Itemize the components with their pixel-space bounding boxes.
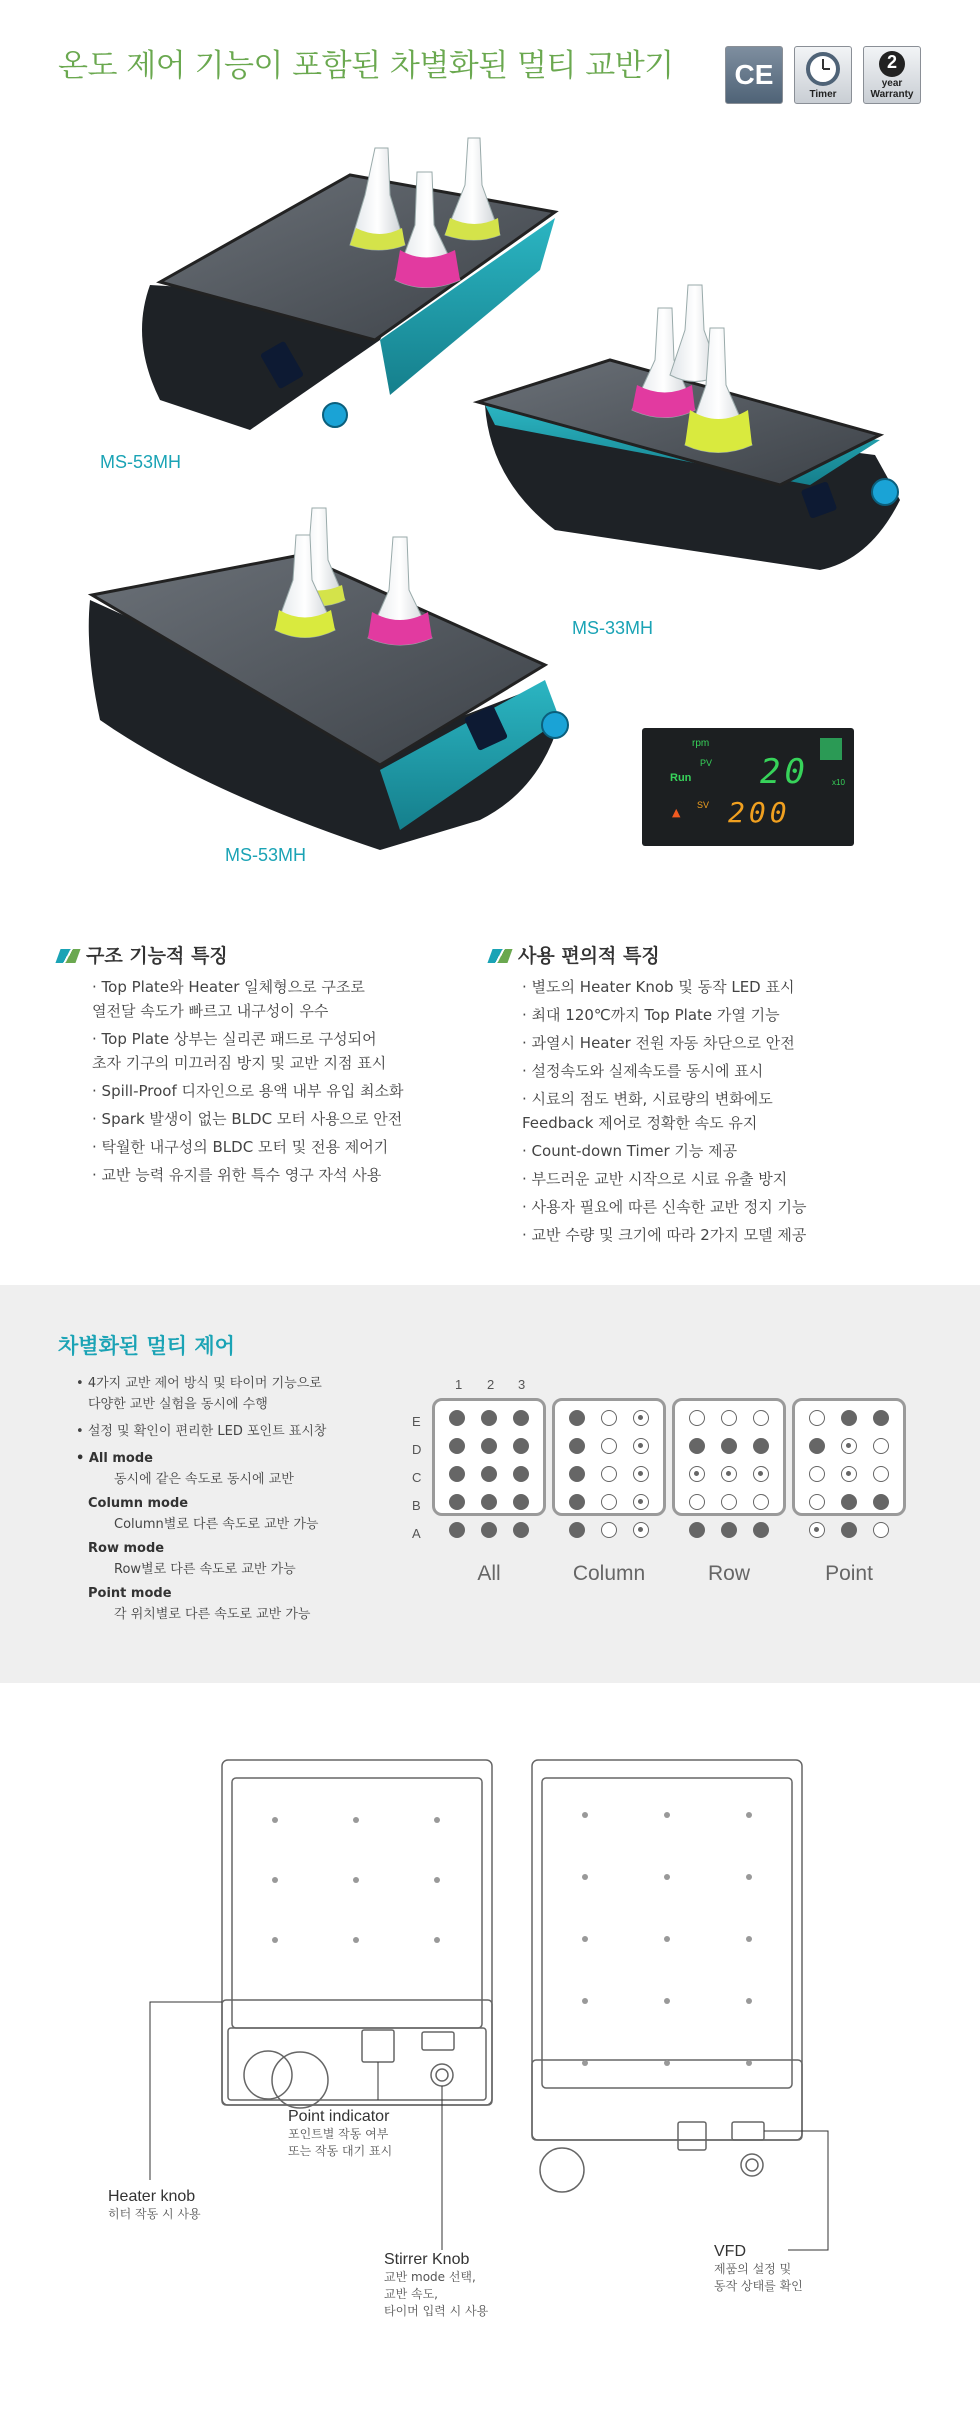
stir-point-led [753,1494,769,1510]
heater-knob-callout: Heater knob 히터 작동 시 사용 [108,2188,201,2221]
stir-point-led [569,1494,585,1510]
stir-point-led [569,1466,585,1482]
stir-point-led [689,1494,705,1510]
stir-point-led [449,1522,465,1538]
stir-point-led [481,1410,497,1426]
mode-desc: Column별로 다른 속도로 교반 가능 [114,1517,319,1532]
list-item: · 별도의 Heater Knob 및 동작 LED 표시 [522,975,942,999]
stir-point-led [601,1466,617,1482]
stir-point-led [841,1410,857,1426]
mode-grid-all [432,1398,546,1516]
page-title: 온도 제어 기능이 포함된 차별화된 멀티 교반기 [58,48,674,84]
stir-point-led [689,1522,705,1538]
convenience-features-heading: 사용 편의적 특징 [490,941,660,968]
timer-clock-icon: Timer [794,46,852,104]
mode-grid-row [672,1398,786,1516]
row-letter: A [412,1526,421,1541]
list-item: · Spill-Proof 디자인으로 용액 내부 유입 최소화 [92,1079,472,1103]
warranty-2year-icon: 2 year Warranty [863,46,921,104]
list-item: · 최대 120℃까지 Top Plate 가열 기능 [522,1003,942,1027]
stir-point-led [841,1438,857,1454]
stir-point-led [513,1438,529,1454]
list-item: · Top Plate 상부는 실리콘 패드로 구성되어 초자 기구의 미끄러짐 방지 및 교반 지점 표시 [92,1027,472,1075]
list-item: · Spark 발생이 없는 BLDC 모터 사용으로 안전 [92,1107,472,1131]
stir-point-led [809,1466,825,1482]
stir-point-led [809,1494,825,1510]
stir-point-led [633,1438,649,1454]
vfd-pv-label: PV [700,758,713,768]
stir-point-led [809,1522,825,1538]
stirrer-ms53mh-top [142,138,555,430]
stir-point-led [753,1410,769,1426]
structural-features-list [92,975,472,1191]
stir-point-led [873,1438,889,1454]
list-item: • 4가지 교반 제어 방식 및 타이머 기능으로 다양한 교반 실험을 동시에 수행 [88,1373,408,1415]
list-item: · Count-down Timer 기능 제공 [522,1139,942,1163]
stir-point-led [481,1466,497,1482]
vfd-sv-value: 200 [728,796,791,829]
mode-desc: 동시에 같은 속도로 동시에 교반 [114,1472,294,1487]
list-item: · 사용자 필요에 따른 신속한 교반 정지 기능 [522,1195,942,1219]
stir-point-led [569,1410,585,1426]
row-letter: C [412,1470,422,1485]
stir-point-led [513,1410,529,1426]
ce-mark-icon: CE [725,46,783,104]
model-label: MS-53MH [225,845,307,865]
list-item: · Top Plate와 Heater 일체형으로 구조로 열전달 속도가 빠르고 내구성이 우수 [92,975,472,1023]
section-mark-icon [487,949,512,963]
list-item: • 설정 및 확인이 편리한 LED 포인트 표시창 [88,1421,408,1442]
multi-control-title: 차별화된 멀티 제어 [58,1334,235,1358]
stir-point-led [721,1494,737,1510]
stir-point-led [481,1494,497,1510]
stir-point-led [689,1438,705,1454]
stir-point-led [721,1438,737,1454]
row-letter: B [412,1498,421,1513]
list-item: · 교반 능력 유지를 위한 특수 영구 자석 사용 [92,1163,472,1187]
vfd-callout: VFD 제품의 설정 및 동작 상태를 확인 [714,2243,803,2293]
stir-point-led [513,1522,529,1538]
list-item: · 교반 수량 및 크기에 따라 2가지 모델 제공 [522,1223,942,1247]
stir-point-led [753,1522,769,1538]
stir-point-led [873,1522,889,1538]
vfd-rpm-label: rpm [692,738,710,749]
mode-name: • All mode [88,1448,408,1469]
stir-point-led [689,1410,705,1426]
stir-point-led [721,1466,737,1482]
stirrer-ms53mh-bottom [89,508,568,850]
stir-point-led [601,1494,617,1510]
vfd-sv-label: SV [697,800,710,810]
product-photos [0,120,980,880]
stir-point-led [753,1438,769,1454]
stir-point-led [809,1438,825,1454]
stir-point-led [633,1410,649,1426]
mode-grid-label: Point [825,1562,873,1585]
point-indicator-callout: Point indicator 포인트별 작동 여부 또는 작동 대기 표시 [288,2108,393,2158]
model-label: MS-53MH [100,452,182,472]
mode-name: Column mode [88,1496,189,1511]
mode-desc: Row별로 다른 속도로 교반 가능 [114,1562,296,1577]
stir-point-led [721,1522,737,1538]
stir-point-led [841,1494,857,1510]
mode-name: Row mode [88,1541,165,1556]
stir-point-led [841,1522,857,1538]
list-item: · 시료의 점도 변화, 시료량의 변화에도 Feedback 제어로 정확한 속도 유지 [522,1087,942,1135]
mode-grid-label: Row [707,1562,750,1585]
convenience-features-list [522,975,942,1251]
mode-grid-point [792,1398,906,1516]
stir-point-led [633,1466,649,1482]
mode-grid-column [552,1398,666,1516]
list-item: · 설정속도와 실제속도를 동시에 표시 [522,1059,942,1083]
stir-point-led [569,1522,585,1538]
stir-point-led [513,1494,529,1510]
stir-point-led [721,1410,737,1426]
list-item: · 부드러운 교반 시작으로 시료 유출 방지 [522,1167,942,1191]
stir-point-led [601,1522,617,1538]
vfd-pv-value: 20 [760,752,809,792]
heater-led-icon: ▲ [672,806,681,819]
stir-point-led [513,1466,529,1482]
column-number: 2 [487,1377,495,1392]
mode-grid-label: All [477,1562,501,1585]
structural-features-heading: 구조 기능적 특징 [58,941,228,968]
row-letter: E [412,1414,421,1429]
list-item: · 탁월한 내구성의 BLDC 모터 및 전용 제어기 [92,1135,472,1159]
stir-point-led [873,1410,889,1426]
column-number: 1 [455,1377,463,1392]
stir-point-led [873,1494,889,1510]
stir-point-led [873,1466,889,1482]
vfd-run-label: Run [670,772,692,784]
vfd-x10-label: x10 [832,778,845,787]
stir-point-led [481,1438,497,1454]
mode-desc: 각 위치별로 다른 속도로 교반 가능 [114,1607,311,1622]
stirrer-ms33mh [478,285,900,570]
stir-point-led [689,1466,705,1482]
stir-point-led [449,1466,465,1482]
stir-point-led [841,1466,857,1482]
stir-point-led [601,1438,617,1454]
stir-point-led [449,1494,465,1510]
row-letter: D [412,1442,422,1457]
multi-control-list [88,1373,408,1625]
stir-point-led [481,1522,497,1538]
stir-point-led [569,1438,585,1454]
stir-point-led [449,1438,465,1454]
stir-point-led [633,1494,649,1510]
stirrer-knob-callout: Stirrer Knob 교반 mode 선택, 교반 속도, 타이머 입력 시 사용 [384,2251,489,2318]
stir-point-led [633,1522,649,1538]
section-mark-icon [55,949,80,963]
mode-grid-label: Column [572,1562,646,1585]
mode-name: Point mode [88,1586,172,1601]
stir-point-led [601,1410,617,1426]
stir-point-led [809,1410,825,1426]
stir-point-led [753,1466,769,1482]
column-number: 3 [518,1377,526,1392]
list-item: · 과열시 Heater 전원 자동 차단으로 안전 [522,1031,942,1055]
model-label: MS-33MH [572,618,654,638]
stir-point-led [449,1410,465,1426]
